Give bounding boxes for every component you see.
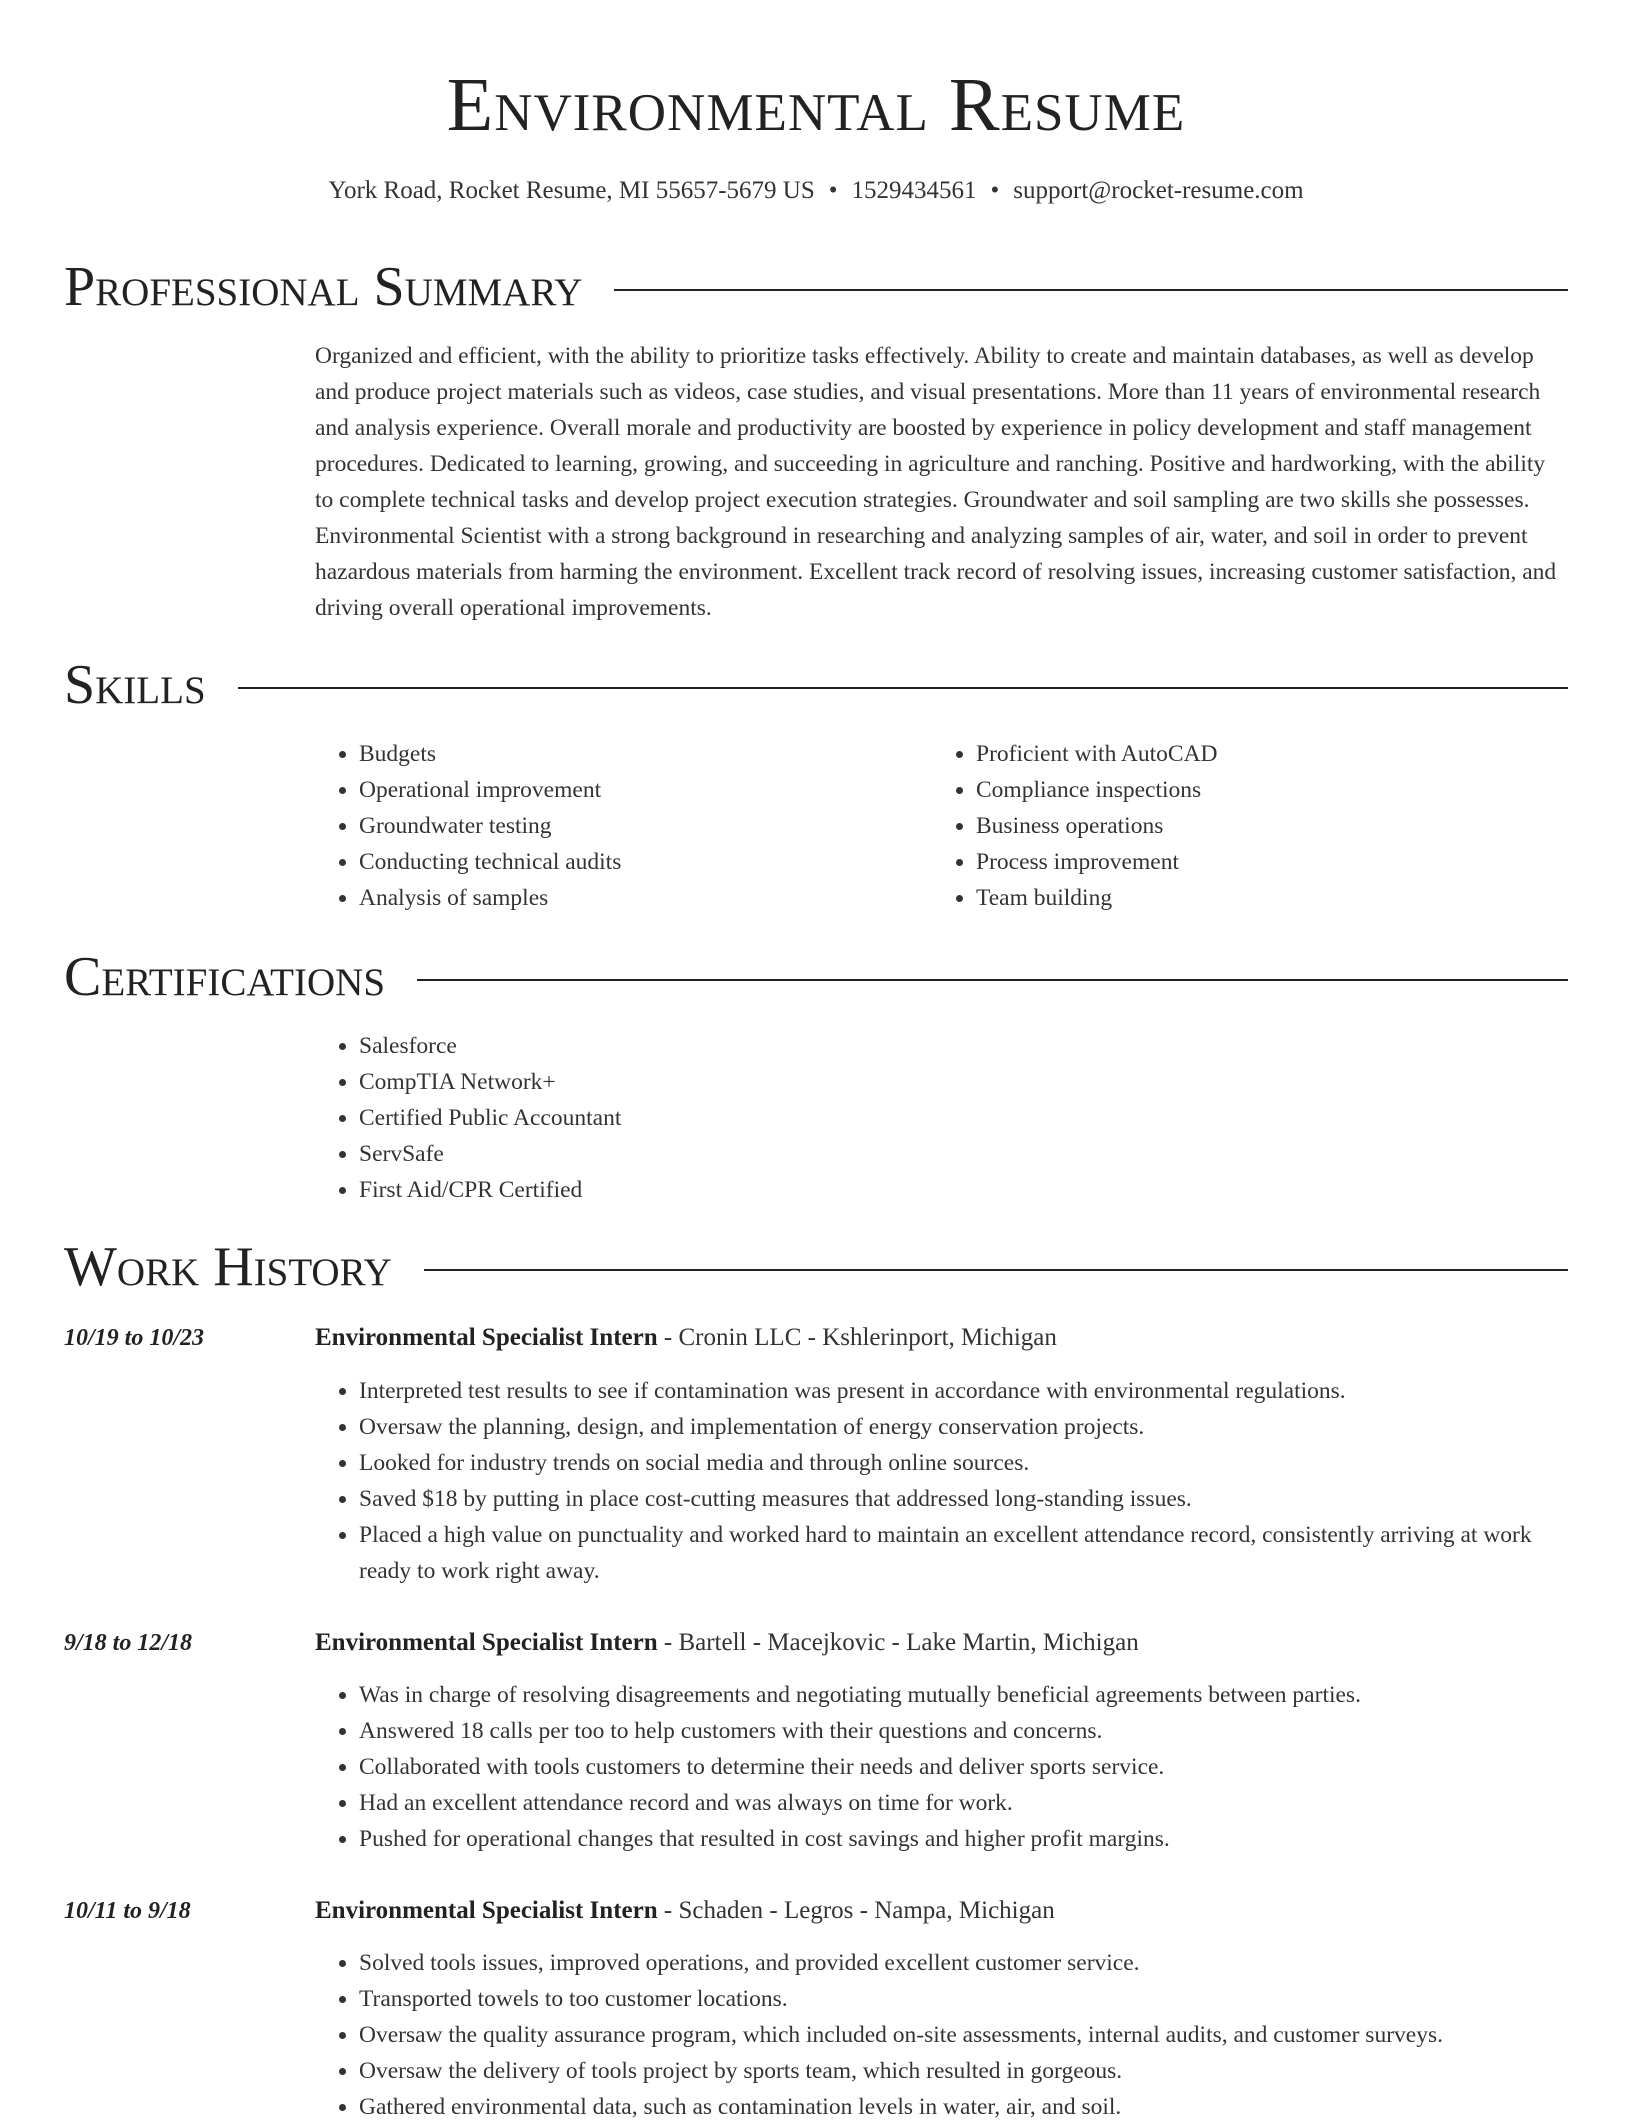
- resume-name: Environmental Resume: [446, 63, 1186, 147]
- duty-item: • Oversaw the delivery of tools project by sports team, which resulted in gorgeous.: [359, 2053, 1568, 2089]
- job-dates: 9/18 to 12/18: [64, 1630, 193, 1656]
- job-heading: [315, 1320, 1568, 1356]
- skills-column-left: [315, 736, 915, 916]
- job-role: Environmental Specialist Intern: [315, 1629, 658, 1656]
- duties-list: [315, 1945, 1568, 2125]
- skills-list: [932, 736, 1532, 916]
- duty-item: • Had an excellent attendance record and was always on time for work.: [359, 1785, 1568, 1821]
- contact-separator: •: [828, 177, 838, 204]
- skill-item: • Budgets: [359, 736, 915, 772]
- job-duties: [315, 1677, 1568, 1857]
- contact-address: York Road, Rocket Resume, MI 55657-5679 US: [328, 177, 815, 204]
- duty-item: • Collaborated with tools customers to determine their needs and deliver sports service.: [359, 1749, 1568, 1785]
- duty-item: • Oversaw the quality assurance program, which included on-site assessments, internal audits, and customer surveys.: [359, 2017, 1568, 2053]
- section-title: Professional Summary: [64, 256, 583, 318]
- duties-list: [315, 1373, 1568, 1589]
- job-employer: - Bartell - Macejkovic - Lake Martin, Michigan: [657, 1629, 1139, 1656]
- job-employer: - Schaden - Legros - Nampa, Michigan: [657, 1897, 1055, 1924]
- contact-separator: •: [990, 177, 1000, 204]
- section-title: Work History: [64, 1236, 392, 1298]
- duty-item: • Pushed for operational changes that resulted in cost savings and higher profit margins.: [359, 1821, 1568, 1857]
- skill-item: • Compliance inspections: [976, 772, 1532, 808]
- skill-item: • Proficient with AutoCAD: [976, 736, 1532, 772]
- job-role: Environmental Specialist Intern: [315, 1324, 658, 1351]
- certification-item: • First Aid/CPR Certified: [359, 1172, 1015, 1208]
- job-dates: 10/19 to 10/23: [64, 1325, 205, 1351]
- certification-item: • Salesforce: [359, 1028, 1015, 1064]
- duty-item: • Placed a high value on punctuality and worked hard to maintain an excellent attendance record, consistently arriving at work ready to work right away.: [359, 1517, 1568, 1589]
- duty-item: • Interpreted test results to see if contamination was present in accordance with environmental regulations.: [359, 1373, 1568, 1409]
- contact-email: support@rocket-resume.com: [1013, 177, 1304, 204]
- certification-item: • CompTIA Network+: [359, 1064, 1015, 1100]
- section-divider: [614, 289, 1568, 291]
- job-role: Environmental Specialist Intern: [315, 1897, 658, 1924]
- skill-item: • Groundwater testing: [359, 808, 915, 844]
- duty-item: • Looked for industry trends on social media and through online sources.: [359, 1445, 1568, 1481]
- duty-item: • Gathered environmental data, such as contamination levels in water, air, and soil.: [359, 2089, 1568, 2125]
- duties-list: [315, 1677, 1568, 1857]
- skill-item: • Process improvement: [976, 844, 1532, 880]
- section-divider: [424, 1269, 1568, 1271]
- section-title: Certifications: [64, 946, 386, 1008]
- skills-list: [315, 736, 915, 916]
- job-employer: - Cronin LLC - Kshlerinport, Michigan: [657, 1324, 1057, 1351]
- section-header-certifications: [64, 942, 1568, 1012]
- skill-item: • Team building: [976, 880, 1532, 916]
- skill-item: • Analysis of samples: [359, 880, 915, 916]
- duty-item: • Was in charge of resolving disagreements and negotiating mutually beneficial agreements between parties.: [359, 1677, 1568, 1713]
- job-dates: 10/11 to 9/18: [64, 1898, 191, 1924]
- skills-column-right: [932, 736, 1532, 916]
- skill-item: • Operational improvement: [359, 772, 915, 808]
- certifications-list: [315, 1028, 1015, 1208]
- job-heading: [315, 1893, 1568, 1929]
- section-title: Skills: [64, 654, 206, 716]
- duty-item: • Oversaw the planning, design, and implementation of energy conservation projects.: [359, 1409, 1568, 1445]
- section-header-skills: [64, 650, 1568, 720]
- certification-item: • ServSafe: [359, 1136, 1015, 1172]
- section-divider: [417, 979, 1568, 981]
- section-header-summary: [64, 252, 1568, 322]
- skill-item: • Conducting technical audits: [359, 844, 915, 880]
- skill-item: • Business operations: [976, 808, 1532, 844]
- duty-item: • Solved tools issues, improved operations, and provided excellent customer service.: [359, 1945, 1568, 1981]
- duty-item: • Answered 18 calls per too to help customers with their questions and concerns.: [359, 1713, 1568, 1749]
- summary-text: Organized and efficient, with the ability to prioritize tasks effectively. Ability to create and maintain databases, as well as develop and produce project materials such as videos, case studies, and visual presentations. More than 11 years of environmental research and analysis experience. Overall morale and productivity are boosted by experience in policy development and staff management procedures. Dedicated to learning, growing, and succeeding in agriculture and ranching. Positive and hardworking, with the ability to complete technical tasks and develop project execution strategies. Groundwater and soil sampling are two skills she possesses. Environmental Scientist with a strong background in researching and analyzing samples of air, water, and soil in order to prevent hazardous materials from harming the environment. Excellent track record of resolving issues, increasing customer satisfaction, and driving overall operational improvements.: [315, 343, 1557, 621]
- duty-item: • Saved $18 by putting in place cost-cutting measures that addressed long-standing issues.: [359, 1481, 1568, 1517]
- job-duties: [315, 1945, 1568, 2125]
- contact-phone: 1529434561: [851, 177, 977, 204]
- certification-item: • Certified Public Accountant: [359, 1100, 1015, 1136]
- job-heading: [315, 1625, 1568, 1661]
- section-header-work-history: [64, 1232, 1568, 1302]
- section-divider: [238, 687, 1568, 689]
- certifications-block: [315, 1028, 1015, 1208]
- duty-item: • Transported towels to too customer locations.: [359, 1981, 1568, 2017]
- job-duties: [315, 1373, 1568, 1589]
- contact-line: [0, 174, 1632, 208]
